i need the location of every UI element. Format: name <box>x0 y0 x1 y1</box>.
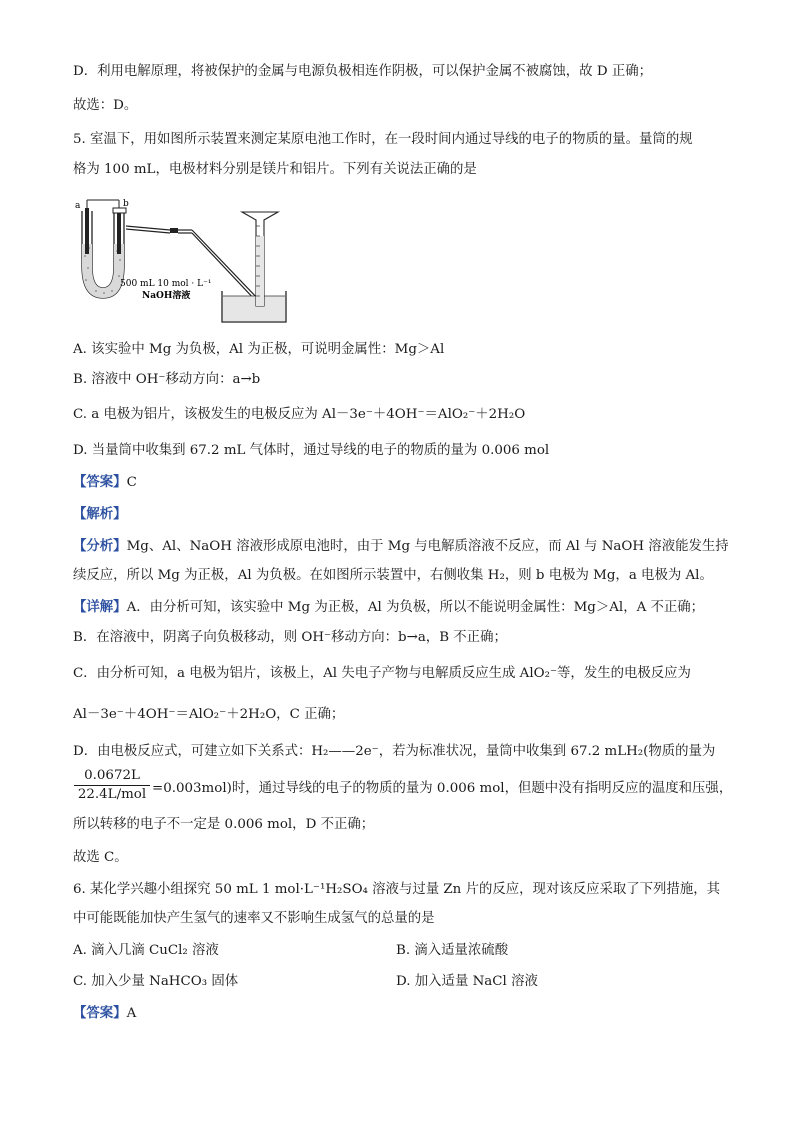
xiangjie-tag: 【详解】 <box>73 599 127 615</box>
text-line: D．利用电解原理，将被保护的金属与电源负极相连作阴极，可以保护金属不被腐蚀，故 D 正确； <box>73 64 652 79</box>
text-line: 续反应，所以 Mg 为正极，Al 为负极。在如图所示装置中，右侧收集 H₂，则 b 电极为 Mg，a 电极为 Al。 <box>73 568 713 583</box>
answer-line <box>73 472 734 493</box>
answer-tag: 【答案】 <box>73 1005 127 1021</box>
fraction <box>72 767 152 804</box>
text-line: D．由电极反应式，可建立如下关系式：H₂——2e⁻，若为标准状况，量筒中收集到 67.2 mLH₂(物质的量为 <box>73 744 716 759</box>
apparatus-figure <box>74 196 304 324</box>
option-d: D. 加入适量 NaCl 溶液 <box>396 974 538 989</box>
option-c: C. 加入少量 NaHCO₃ 固体 <box>73 974 239 989</box>
option-c: C. a 电极为铝片，该极发生的电极反应为 Al－3e⁻＋4OH⁻＝AlO₂⁻＋2H₂O <box>73 407 526 422</box>
question-6-stem: 6. 某化学兴趣小组探究 50 mL 1 mol·L⁻¹H₂SO₄ 溶液与过量 Zn 片的反应，现对该反应采取了下列措施，其 <box>73 882 720 897</box>
fraction-numerator: 0.0672L <box>84 768 140 783</box>
answer-value: C <box>126 475 137 490</box>
question-6-stem: 中可能既能加快产生氢气的速率又不影响生成氢气的总量的是 <box>73 911 435 926</box>
text-line: C．由分析可知，a 电极为铝片，该极上，Al 失电子产物与电解质反应生成 AlO₂⁻等，发生的电极反应为 <box>73 666 691 681</box>
analysis-xiangjie <box>73 597 734 618</box>
analysis-fenxi <box>73 536 734 557</box>
analysis-line <box>73 504 734 525</box>
answer-line <box>73 1003 734 1024</box>
text-line: 故选：D。 <box>73 98 138 113</box>
question-5-stem: 5. 室温下，用如图所示装置来测定某原电池工作时，在一段时间内通过导线的电子的物质的量。量筒的规 <box>73 132 693 147</box>
option-a: A. 该实验中 Mg 为负极，Al 为正极，可说明金属性：Mg＞Al <box>73 342 445 357</box>
text-line: 故选 C。 <box>73 850 128 865</box>
text-span: Mg、Al、NaOH 溶液形成原电池时，由于 Mg 与电解质溶液不反应，而 Al 与 NaOH 溶液能发生持 <box>126 539 729 554</box>
text-line: B．在溶液中，阴离子向负极移动，则 OH⁻移动方向：b→a，B 不正确； <box>73 630 507 645</box>
analysis-tag: 【解析】 <box>73 506 127 522</box>
solution-label: 500 mL 10 mol · L⁻¹ <box>120 279 212 289</box>
text-line: 所以转移的电子不一定是 0.006 mol，D 不正确； <box>73 817 375 832</box>
answer-value: A <box>126 1006 137 1021</box>
equation-line: Al－3e⁻＋4OH⁻＝AlO₂⁻＋2H₂O，C 正确； <box>73 707 345 722</box>
option-b: B. 溶液中 OH⁻移动方向：a→b <box>73 372 261 387</box>
fenxi-tag: 【分析】 <box>73 538 127 554</box>
text-span: A．由分析可知，该实验中 Mg 为正极，Al 为负极，所以不能说明金属性：Mg＞Al，A 不正确； <box>126 600 705 615</box>
electrode-a-label: a <box>75 201 81 211</box>
solution-label: NaOH溶液 <box>142 291 191 301</box>
text-line: =0.003mol)时，通过导线的电子的物质的量为 0.006 mol，但题中没有指明反应的温度和压强， <box>152 781 733 796</box>
option-d: D. 当量筒中收集到 67.2 mL 气体时，通过导线的电子的物质的量为 0.006 mol <box>73 443 550 458</box>
answer-tag: 【答案】 <box>73 474 127 490</box>
question-5-stem: 格为 100 mL，电极材料分别是镁片和铝片。下列有关说法正确的是 <box>73 162 477 177</box>
option-a: A. 滴入几滴 CuCl₂ 溶液 <box>73 943 219 958</box>
option-b: B. 滴入适量浓硫酸 <box>396 943 509 958</box>
fraction-denominator: 22.4L/mol <box>77 787 147 802</box>
electrode-b-label: b <box>123 199 129 209</box>
